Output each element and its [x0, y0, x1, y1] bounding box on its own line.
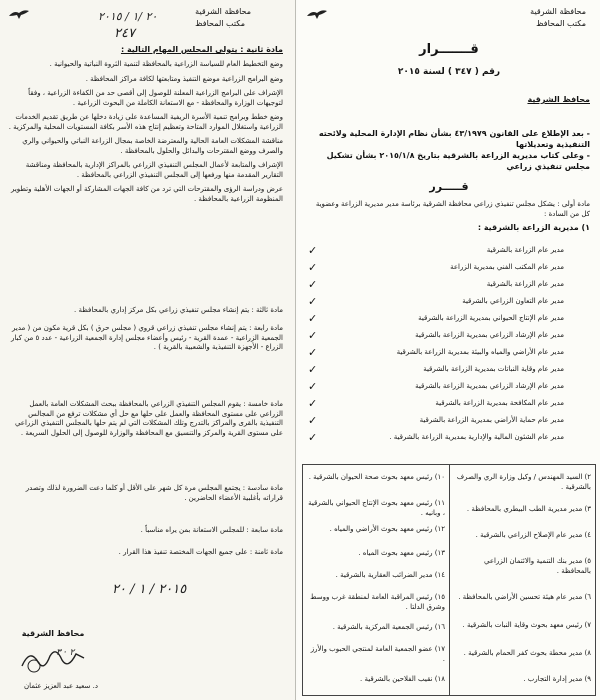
member-item [304, 297, 564, 307]
checkmark-icon: ✓ [308, 380, 318, 393]
member-item [304, 246, 564, 256]
grid-item: ٢) السيد المهندس / وكيل وزارة الري والصرف بالشرقية . [456, 473, 591, 491]
member-label: مدير عام الإرشاد الزراعي بمديرية الزراعة بالشرقية [415, 382, 564, 390]
governor-name: د. سعيد عبد العزيز عثمان [24, 682, 98, 690]
grid-divider [449, 465, 450, 695]
checkmark-icon: ✓ [308, 346, 318, 359]
member-label: مدير عام الإنتاج الحيواني بمديرية الزراعة بالشرقية [418, 314, 564, 322]
article-2-item: الإشراف والمتابعة لأعمال المجلس التنفيذي الزراعي بالمراكز الإدارية بالمحافظة ومناقشة التقارير المقدمة منها ورفعها إلى المجلس التنفيذي الزراعي بالمحافظة . [25, 161, 283, 179]
checkmark-icon: ✓ [308, 329, 318, 342]
additional-members-grid [302, 464, 596, 696]
handwritten-date-bottom: ٢٠١٥ / ١ / ٢٠ [112, 582, 187, 597]
eagle-emblem-icon [306, 8, 328, 20]
header-office: مكتب المحافظ [536, 19, 586, 28]
member-label: مدير عام المكتب الفني بمديرية الزراعة [450, 263, 564, 271]
member-item [304, 314, 564, 324]
member-label: مدير عام المكافحة بمديرية الزراعة بالشرقية [435, 399, 564, 407]
grid-item: ٩) مدير إدارة التجارب . [523, 675, 591, 683]
member-label: مدير عام الأراضي والمياه والبيئة بمديرية الزراعة بالشرقية [396, 348, 564, 356]
member-item [304, 263, 564, 273]
handwritten-date-top: ٢٠ /١ / ٢٠١٥ [98, 10, 158, 23]
member-label: مدير عام الزراعة بالشرقية [486, 246, 564, 254]
header-office: مكتب المحافظ [195, 19, 245, 28]
issuer: محافظ الشرقية [527, 95, 590, 104]
article-2-list [7, 60, 283, 209]
member-item [304, 280, 564, 290]
handwritten-number: ٢٤٧ [114, 26, 135, 41]
grid-item: ٨) مدير محطة بحوث كفر الحمام بالشرقية . [463, 649, 591, 657]
right-page [298, 0, 600, 700]
article-2-item: وضع التخطيط العام للسياسة الزراعية بالمحافظة لتنمية الثروة النباتية والحيوانية . [49, 60, 283, 68]
checkmark-icon: ✓ [308, 397, 318, 410]
article-2-item: وضع البرامج الزراعية موضع التنفيذ ومتابعتها لكافة مراكز المحافظة . [85, 74, 283, 83]
left-page [0, 0, 296, 700]
grid-item: ١٥) رئيس المراقبة العامة لمنطقة غرب ووسط وشرق الدلتا . [310, 593, 445, 611]
grid-item: ١١) رئيس معهد بحوث الإنتاج الحيواني بالشرقية ، وبانيه . [308, 499, 445, 517]
member-item [304, 416, 564, 426]
checkmark-icon: ✓ [308, 244, 318, 257]
grid-item: ١٣) رئيس معهد بحوث المياه . [358, 549, 445, 557]
grid-item: ٤) مدير عام الإصلاح الزراعي بالشرقية . [475, 531, 591, 539]
checkmark-icon: ✓ [308, 414, 318, 427]
decided-heading: قـــــرر [429, 180, 469, 193]
signature-text: ٢ · ٣ [56, 648, 75, 658]
decree-title: قـــــــرار [419, 42, 479, 57]
grid-item: ١٢) رئيس معهد بحوث الأراضي والمياه . [329, 525, 445, 533]
article-2-item: مناقشة المشكلات العامة الحالية والمعترضة الخاصة بمجال الزراعة النباتي والحيواني والري والصرف ووضع المقترحات والبدائل والحلول بالمحافظة . [22, 137, 283, 155]
list-intro: ١) مديرية الزراعة بالشرقية : [477, 223, 590, 232]
grid-item: ١٧) عضو الجمعية العامة لمنتجي الحبوب والأرز . [310, 645, 445, 663]
preamble-1: - بعد الإطلاع على القانون ٤٣/١٩٧٩ بشأن نظام الإدارة المحلية ولائحته التنفيذية وتعديلاتها [318, 129, 590, 149]
grid-item: ١٦) رئيس الجمعية المركزية بالشرقية . [332, 623, 445, 631]
article-2-item: وضع خطط وبرامج تنمية الأسرة الريفية المساعدة على زيادة دخلها عن طريق تقديم الخدمات الزراعية واستغلال الموارد المتاحة وتعظيم إنتاج هذه الأسر بكافة المستويات المحلية والمركزية . [8, 113, 283, 131]
member-item [304, 399, 564, 409]
article-8: مادة ثامنة : على جميع الجهات المختصة تنفيذ هذا القرار . [118, 548, 283, 556]
governor-title: محافظ الشرقية [21, 629, 85, 638]
article-5: مادة خامسة : يقوم المجلس التنفيذي الزراعي بالمحافظة ببحث المشكلات العامة بالعمل الزراعي على مستوى المحافظة والعمل على حلها مع حل أي مشكلات ترفع من المجالس التنفيذية بالقرى والمراكز بالتدرج وتلك المشكلات التي لم يتم حلها بالمجلس التنفيذي الزراعي على مستوى القرية والمركز والتنسيق مع المحافظة والوزارة للوصول إلى الحلول السريعة . [14, 400, 283, 437]
grid-item: ٥) مدير بنك التنمية والائتمان الزراعي بالمحافظة . [483, 557, 591, 575]
members-list [304, 236, 564, 460]
grid-item: ٦) مدير عام هيئة تحسين الأراضي بالمحافظة . [458, 593, 591, 601]
member-label: مدير عام الشئون المالية والإدارية بمديرية الزراعة بالشرقية . [389, 433, 564, 441]
member-item [304, 365, 564, 375]
article-2-item: الإشراف على البرامج الزراعية المعلنة للوصول إلى أقصى حد من الكفاءة الزراعية ، وفقاً لتوجيهات الوزارة والمحافظة - مع الاستعانة الكاملة من البحوث الزراعية . [28, 89, 283, 107]
checkmark-icon: ✓ [308, 363, 318, 376]
member-item [304, 382, 564, 392]
checkmark-icon: ✓ [308, 261, 318, 274]
article-1: مادة أولى : يشكل مجلس تنفيذي زراعي محافظة الشرقية برئاسة مدير مديرية الزراعة وعضوية كل من السادة : [315, 200, 590, 218]
article-7: مادة سابعة : للمجلس الاستعانة بمن يراه مناسباً . [140, 526, 283, 534]
header-governorate: محافظة الشرقية [530, 7, 586, 16]
article-4: مادة رابعة : يتم إنشاء مجلس تنفيذي زراعي قروي ( مجلس حرق ) بكل قرية مكون من ( مدير الجمعية الزراعية - عمدة القرية - رئيس وأعضاء مجلس إدارة الجمعية الزراعية - عدد ٥ من كبار الزراع - الأجهزة التنفيذية والشعبية بالقرية ) . [10, 324, 283, 351]
article-2-title: مادة ثانية : يتولى المجلس المهام التالية : [120, 45, 283, 54]
member-item [304, 433, 564, 443]
decree-number: رقم ( ٣٤٧ ) لسنة ٢٠١٥ [397, 67, 501, 77]
member-label: مدير عام الزراعة بالشرقية [486, 280, 564, 288]
eagle-emblem-icon [8, 8, 30, 20]
grid-item: ١٤) مدير الضرائب العقارية بالشرقية . [335, 571, 445, 579]
article-6: مادة سادسة : يجتمع المجلس مرة كل شهر على الأقل أو كلما دعت الضرورة لذلك وتصدر قراراته بأغلبية الأعضاء الحاضرين . [25, 484, 283, 502]
signature-scribble-icon [18, 644, 88, 674]
header-governorate: محافظة الشرقية [195, 7, 251, 16]
preamble-2: - وعلى كتاب مديرية الزراعة بالشرقية بتاريخ ٢٠١٥/١/٨ بشأن تشكيل مجلس تنفيذي زراعي [326, 151, 590, 171]
grid-item: ٧) رئيس معهد بحوث وقاية النبات بالشرقية . [462, 621, 591, 629]
checkmark-icon: ✓ [308, 431, 318, 444]
member-label: مدير عام حماية الأراضي بمديرية الزراعة بالشرقية [419, 416, 564, 424]
member-label: مدير عام وقاية النباتات بمديرية الزراعة بالشرقية [423, 365, 564, 373]
article-2-item: عرض ودراسة الرؤى والمقترحات التي ترد من كافة الجهات المشاركة أو الجهات الأهلية وتطوير المنظومة الزراعية بالمحافظة . [10, 185, 283, 203]
article-3: مادة ثالثة : يتم إنشاء مجلس تنفيذي زراعي بكل مركز إداري بالمحافظة . [74, 306, 283, 314]
member-label: مدير عام الإرشاد الزراعي بمديرية الزراعة بالشرقية [415, 331, 564, 339]
grid-item: ٣) مدير مديرية الطب البيطري بالمحافظة . [466, 505, 591, 513]
member-item [304, 348, 564, 358]
checkmark-icon: ✓ [308, 312, 318, 325]
member-item [304, 331, 564, 341]
grid-item: ١٠) رئيس معهد بحوث صحة الحيوان بالشرقية . [308, 473, 445, 481]
checkmark-icon: ✓ [308, 278, 318, 291]
grid-item: ١٨) نقيب الفلاحين بالشرقية . [360, 675, 445, 683]
member-label: مدير عام التعاون الزراعي بالشرقية [462, 297, 564, 305]
checkmark-icon: ✓ [308, 295, 318, 308]
